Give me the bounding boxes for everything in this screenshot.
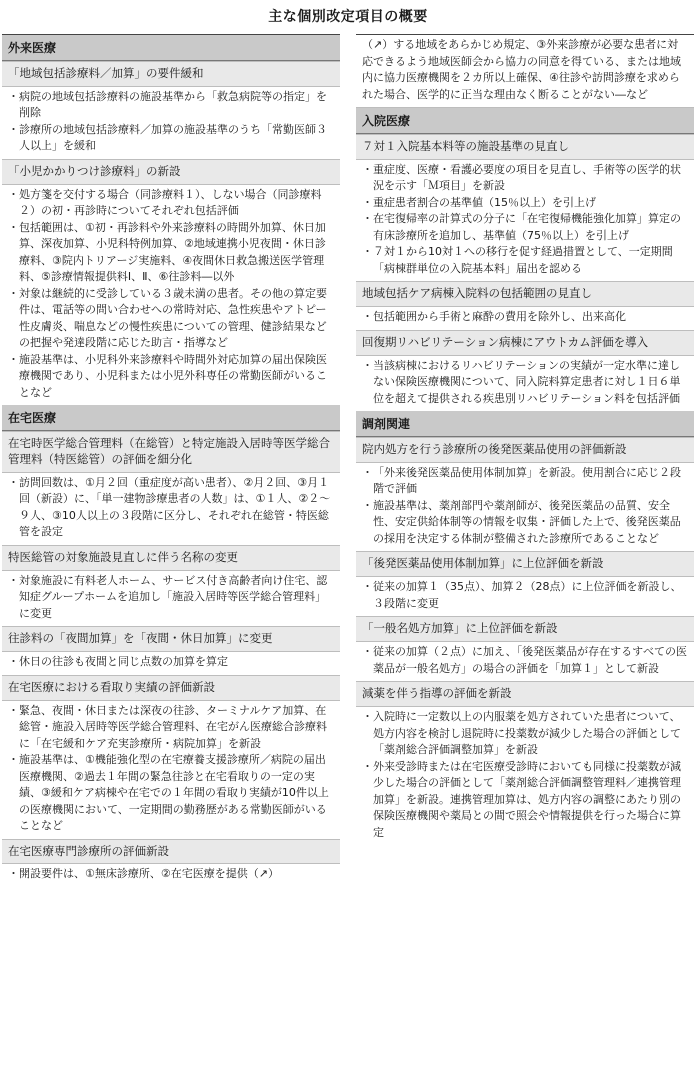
list-item: ・ 緊急、夜間・休日または深夜の往診、ターミナルケア加算、在総管・施設入居時等医学総合管理料、在宅がん医療総合診療料に「在宅緩和ケア充実診療所・病院加算」を新設 — [8, 703, 334, 753]
list-item: ・ 施設基準は、①機能強化型の在宅療養支援診療所／病院の届出医療機関、②過去１年間の緊急往診と在宅看取りの一定の実績、③緩和ケア病棟や在宅での１年間の看取り実績が10件以上の医療機関において、一定期間の勤務歴がある常勤医師がいることなど — [8, 752, 334, 835]
item-list — [356, 160, 694, 282]
list-item: ・ 処方箋を交付する場合（同診療料１）、しない場合（同診療料２）の初・再診時についてそれぞれ包括評価 — [8, 187, 334, 220]
list-item: ・ 診療所の地域包括診療料／加算の施設基準のうち「常勤医師３人以上」を緩和 — [8, 122, 334, 155]
item-list — [356, 307, 694, 330]
list-item: ・ 対象施設に有料老人ホーム、サービス付き高齢者向け住宅、認知症グループホームを追加し「施設入居時等医学総合管理料」に変更 — [8, 573, 334, 623]
list-item: ・ 従来の加算１（35点）、加算２（28点）に上位評価を新設し、３段階に変更 — [362, 579, 688, 612]
list-item: ・ 当該病棟におけるリハビリテーションの実績が一定水準に達しない保険医療機関について、同入院料算定患者に対し１日６単位を超えて提供される疾患別リハビリテーション料を包括評価 — [362, 358, 688, 408]
item-heading: 回復期リハビリテーション病棟にアウトカム評価を導入 — [356, 330, 694, 356]
list-item: ・ 「外来後発医薬品使用体制加算」を新設。使用割合に応じ２段階で評価 — [362, 465, 688, 498]
section-heading: 調剤関連 — [356, 411, 694, 437]
item-heading: 「小児かかりつけ診療料」の新設 — [2, 159, 340, 185]
item-list — [2, 864, 340, 887]
item-list — [356, 707, 694, 845]
item-heading: 「地域包括診療料／加算」の要件緩和 — [2, 61, 340, 87]
item-list — [2, 652, 340, 675]
continued-text: （↗）する地域をあらかじめ規定、③外来診療が必要な患者に対応できるよう地域医師会から協力の同意を得ている、または地域内に協力医療機関を２カ所以上確保、④往診や訪問診療を求められた場合、医学的に正当な理由なく断ることがない―など — [356, 35, 694, 108]
list-item: ・ 重症患者割合の基準値（15％以上）を引上げ — [362, 195, 688, 212]
section-heading: 入院医療 — [356, 108, 694, 134]
item-heading: 特医総管の対象施設見直しに伴う名称の変更 — [2, 545, 340, 571]
list-item: ・ 開設要件は、①無床診療所、②在宅医療を提供（↗） — [8, 866, 334, 883]
item-heading: 往診料の「夜間加算」を「夜間・休日加算」に変更 — [2, 626, 340, 652]
item-list — [356, 642, 694, 681]
item-heading: 減薬を伴う指導の評価を新設 — [356, 681, 694, 707]
page-title: 主な個別改定項目の概要 — [268, 9, 428, 25]
list-item: ・ 施設基準は、薬剤部門や薬剤師が、後発医薬品の品質、安全性、安定供給体制等の情報を収集・評価した上で、後発医薬品の採用を決定する体制が整備された診療所であることなど — [362, 498, 688, 548]
item-list — [2, 87, 340, 159]
item-heading: 「一般名処方加算」に上位評価を新設 — [356, 616, 694, 642]
item-heading: ７対１入院基本料等の施設基準の見直し — [356, 134, 694, 160]
right-column-sections — [356, 108, 694, 845]
list-item: ・ 重症度、医療・看護必要度の項目を見直し、手術等の医学的状況を示す「Ｍ項目」を新設 — [362, 162, 688, 195]
item-list — [356, 463, 694, 552]
section-heading: 外来医療 — [2, 35, 340, 61]
list-item: ・ 入院時に一定数以上の内服薬を処方されていた患者について、処方内容を検討し退院時に投薬数が減少した場合の評価として「薬剤総合評価調整加算」を新設 — [362, 709, 688, 759]
list-item: ・ 包括範囲から手術と麻酔の費用を除外し、出来高化 — [362, 309, 688, 326]
list-item: ・ 外来受診時または在宅医療受診時においても同様に投薬数が減少した場合の評価として「薬剤総合評価調整管理料／連携管理加算」を新設。連携管理加算は、処方内容の調整にあたり別の保険医療機関や薬局との間で照会や情報提供を行った場合に算定 — [362, 759, 688, 842]
list-item: ・ 在宅復帰率の計算式の分子に「在宅復帰機能強化加算」算定の有床診療所を追加し、基準値（75％以上）を引上げ — [362, 211, 688, 244]
right-column — [356, 34, 694, 845]
list-item: ・ 従来の加算（２点）に加え、「後発医薬品が存在するすべての医薬品が一般名処方」の場合の評価を「加算１」として新設 — [362, 644, 688, 677]
item-heading: 院内処方を行う診療所の後発医薬品使用の評価新設 — [356, 437, 694, 463]
item-heading: 「後発医薬品使用体制加算」に上位評価を新設 — [356, 551, 694, 577]
list-item: ・ 対象は継続的に受診している３歳未満の患者。その他の算定要件は、電話等の問い合わせへの常時対応、急性疾患やアトピー性皮膚炎、喘息などの慢性疾患についての管理、健診結果などの把握や発達段階に応じた助言・指導など — [8, 286, 334, 352]
item-heading: 在宅医療における看取り実績の評価新設 — [2, 675, 340, 701]
list-item: ・ ７対１から10対１への移行を促す経過措置として、一定期間「病棟群単位の入院基本料」届出を認める — [362, 244, 688, 277]
list-item: ・ 施設基準は、小児科外来診療料や時間外対応加算の届出保険医療機関であり、小児科または小児外科専任の常勤医師がいることなど — [8, 352, 334, 402]
item-list — [356, 577, 694, 616]
item-list — [2, 185, 340, 406]
item-heading: 在宅医療専門診療所の評価新設 — [2, 839, 340, 865]
list-item: ・ 包括範囲は、①初・再診料や外来診療料の時間外加算、休日加算、深夜加算、小児科特例加算、②地域連携小児夜間・休日診療料、③院内トリアージ実施料、④夜間休日救急搬送医学管理料、⑤診療情報提供料Ⅰ、Ⅱ、⑥往診料―以外 — [8, 220, 334, 286]
list-item: ・ 休日の往診も夜間と同じ点数の加算を算定 — [8, 654, 334, 671]
section-heading: 在宅医療 — [2, 405, 340, 431]
item-heading: 在宅時医学総合管理料（在総管）と特定施設入居時等医学総合管理料（特医総管）の評価を細分化 — [2, 431, 340, 473]
list-item: ・ 病院の地域包括診療料の施設基準から「救急病院等の指定」を削除 — [8, 89, 334, 122]
item-list — [2, 701, 340, 839]
item-list — [356, 356, 694, 412]
item-list — [2, 571, 340, 627]
left-column — [2, 34, 340, 887]
list-item: ・ 訪問回数は、①月２回（重症度が高い患者）、②月２回、③月１回（新設）に、「単一建物診療患者の人数」は、①１人、②２〜９人、③10人以上の３段階に区分し、それぞれ在総管・特医総管を設定 — [8, 475, 334, 541]
item-heading: 地域包括ケア病棟入院料の包括範囲の見直し — [356, 281, 694, 307]
item-list — [2, 473, 340, 545]
